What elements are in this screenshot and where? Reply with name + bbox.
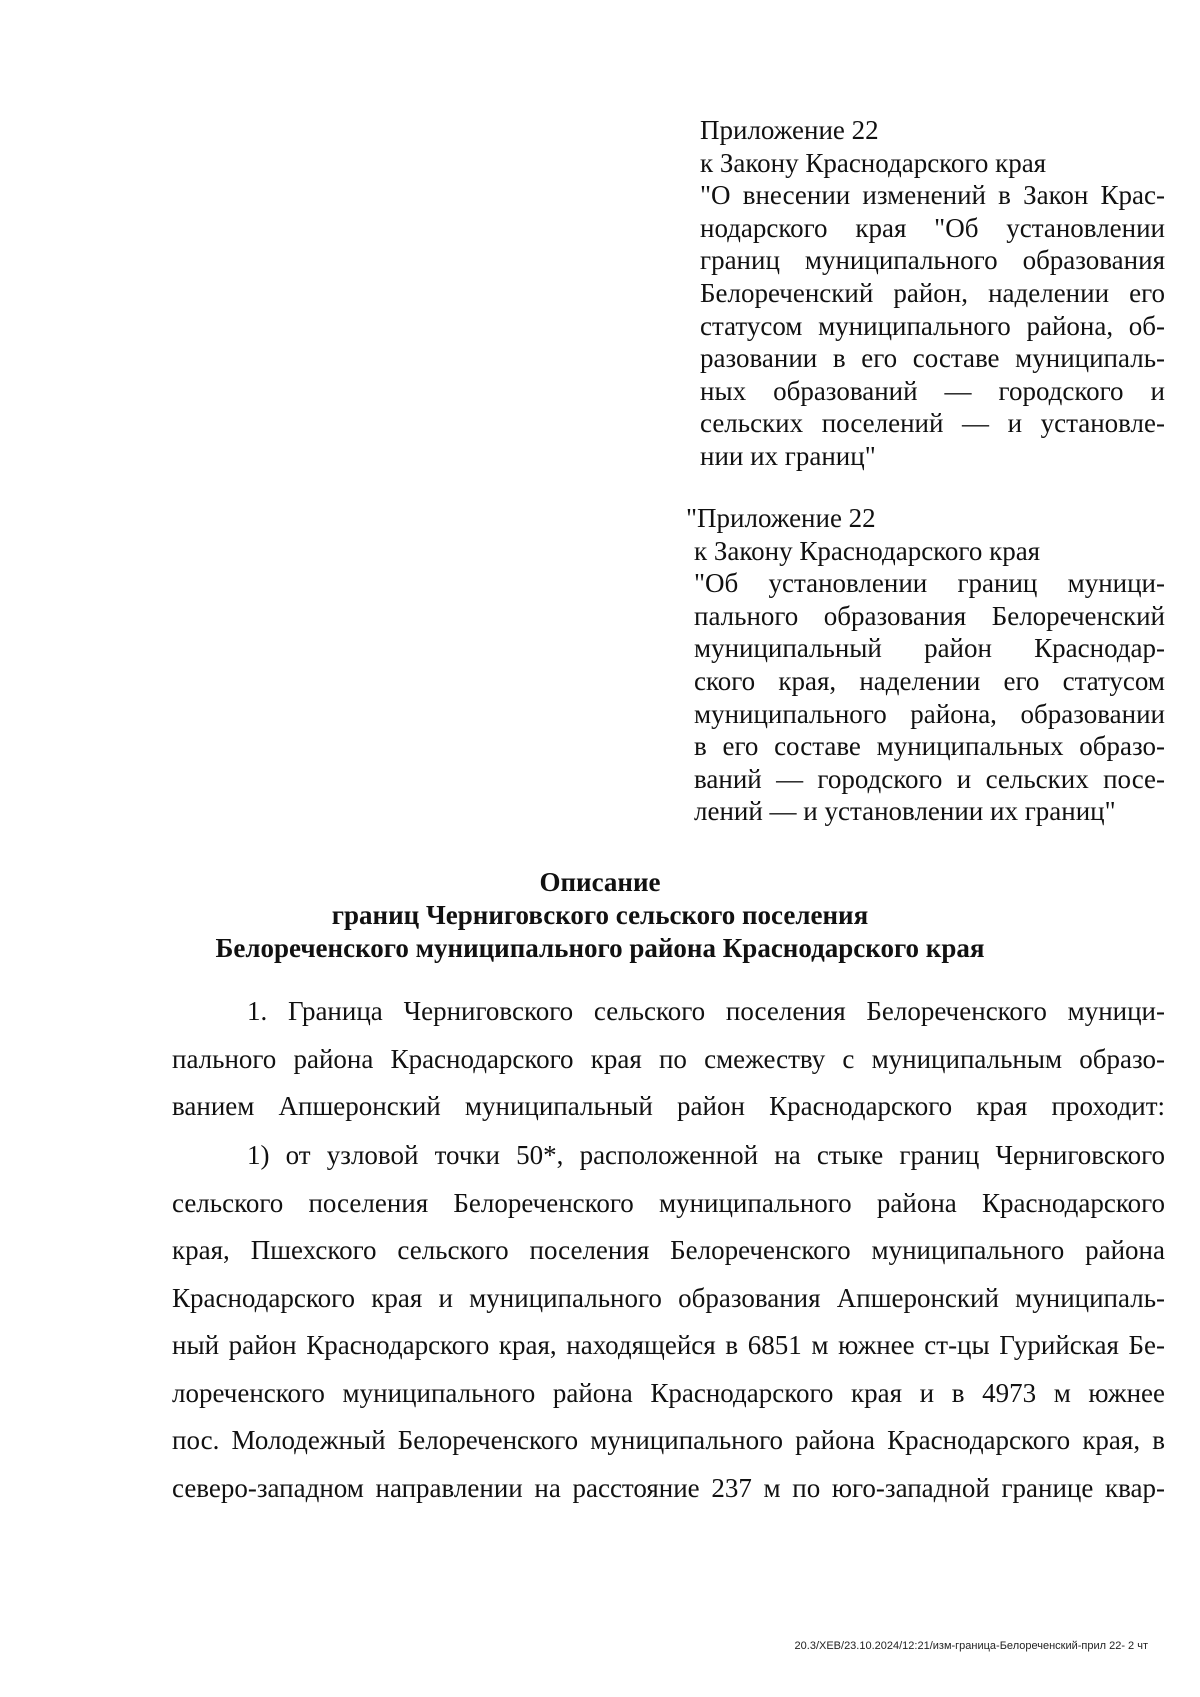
annex-law-title-line: ского края, наделении его статусом <box>694 665 1165 696</box>
annex-law-title-line: "О внесении изменений в Закон Крас- <box>700 180 1165 211</box>
annex-number: Приложение 22 <box>700 115 879 145</box>
annex-number: "Приложение 22 <box>686 503 876 533</box>
document-title <box>0 866 1200 965</box>
annex-law-title-line: лений — и установлении их границ" <box>694 796 1116 827</box>
annex-header-original <box>686 502 1165 828</box>
annex-law-title-line: пального образования Белореченский <box>694 600 1165 631</box>
paragraph-line: северо-западном направлении на расстояние 237 м по юго-западной границе квар- <box>172 1472 1165 1503</box>
paragraph-line: пального района Краснодарского края по смежеству с муниципальным образо- <box>172 1043 1165 1074</box>
annex-law-title-line: "Об установлении границ муници- <box>694 568 1165 599</box>
annex-law-reference: к Закону Краснодарского края <box>700 147 1047 178</box>
annex-law-title-line: границ муниципального образования <box>700 245 1165 276</box>
annex-law-title-line: ных образований — городского и <box>700 375 1165 406</box>
paragraph-line: пос. Молодежный Белореченского муниципального района Краснодарского края, в <box>172 1425 1165 1455</box>
annex-law-title-line: муниципального района, образовании <box>694 698 1165 729</box>
annex-law-title-line: статусом муниципального района, об- <box>700 310 1165 341</box>
annex-law-title-line: Белореченский район, наделении его <box>700 277 1165 308</box>
annex-law-title-line: в его составе муниципальных образо- <box>694 731 1165 762</box>
title-line: Описание <box>539 867 661 897</box>
annex-header-current <box>700 114 1165 473</box>
paragraph-line: 1. Граница Черниговского сельского поселения Белореченского муници- <box>247 996 1165 1026</box>
paragraph-line: 1) от узловой точки 50*, расположенной на стыке границ Черниговского <box>247 1140 1165 1170</box>
paragraph-line: сельского поселения Белореченского муниципального района Краснодарского <box>172 1187 1165 1218</box>
paragraph-line: ванием Апшеронский муниципальный район Краснодарского края проходит: <box>172 1091 1165 1121</box>
paragraph-line: ный район Краснодарского края, находящейся в 6851 м южнее ст-цы Гурийская Бе- <box>172 1330 1165 1360</box>
annex-law-title-line: нодарского края "Об установлении <box>700 212 1165 243</box>
annex-law-reference: к Закону Краснодарского края <box>694 535 1041 566</box>
annex-body-block <box>686 535 1165 828</box>
title-line: Белореченского муниципального района Краснодарского края <box>215 933 985 963</box>
paragraph-line: Краснодарского края и муниципального образования Апшеронский муниципаль- <box>172 1282 1165 1313</box>
paragraph-boundary-intro <box>172 988 1165 1131</box>
annex-law-title-line: ваний — городского и сельских посе- <box>694 763 1165 794</box>
annex-law-title-line: разовании в его составе муниципаль- <box>700 343 1165 374</box>
annex-law-title-line: муниципальный район Краснодар- <box>694 633 1165 664</box>
paragraph-line: лореченского муниципального района Краснодарского края и в 4973 м южнее <box>172 1377 1165 1408</box>
paragraph-boundary-point-1 <box>172 1132 1165 1512</box>
footer-document-reference: 20.3/ХЕВ/23.10.2024/12:21/изм-граница-Белореченский-прил 22- 2 чт <box>794 1640 1148 1652</box>
title-line: границ Черниговского сельского поселения <box>331 900 869 930</box>
annex-law-title-line: сельских поселений — и установле- <box>700 408 1165 439</box>
annex-law-title-line: нии их границ" <box>700 440 876 471</box>
paragraph-line: края, Пшехского сельского поселения Белореченского муниципального района <box>172 1235 1165 1265</box>
